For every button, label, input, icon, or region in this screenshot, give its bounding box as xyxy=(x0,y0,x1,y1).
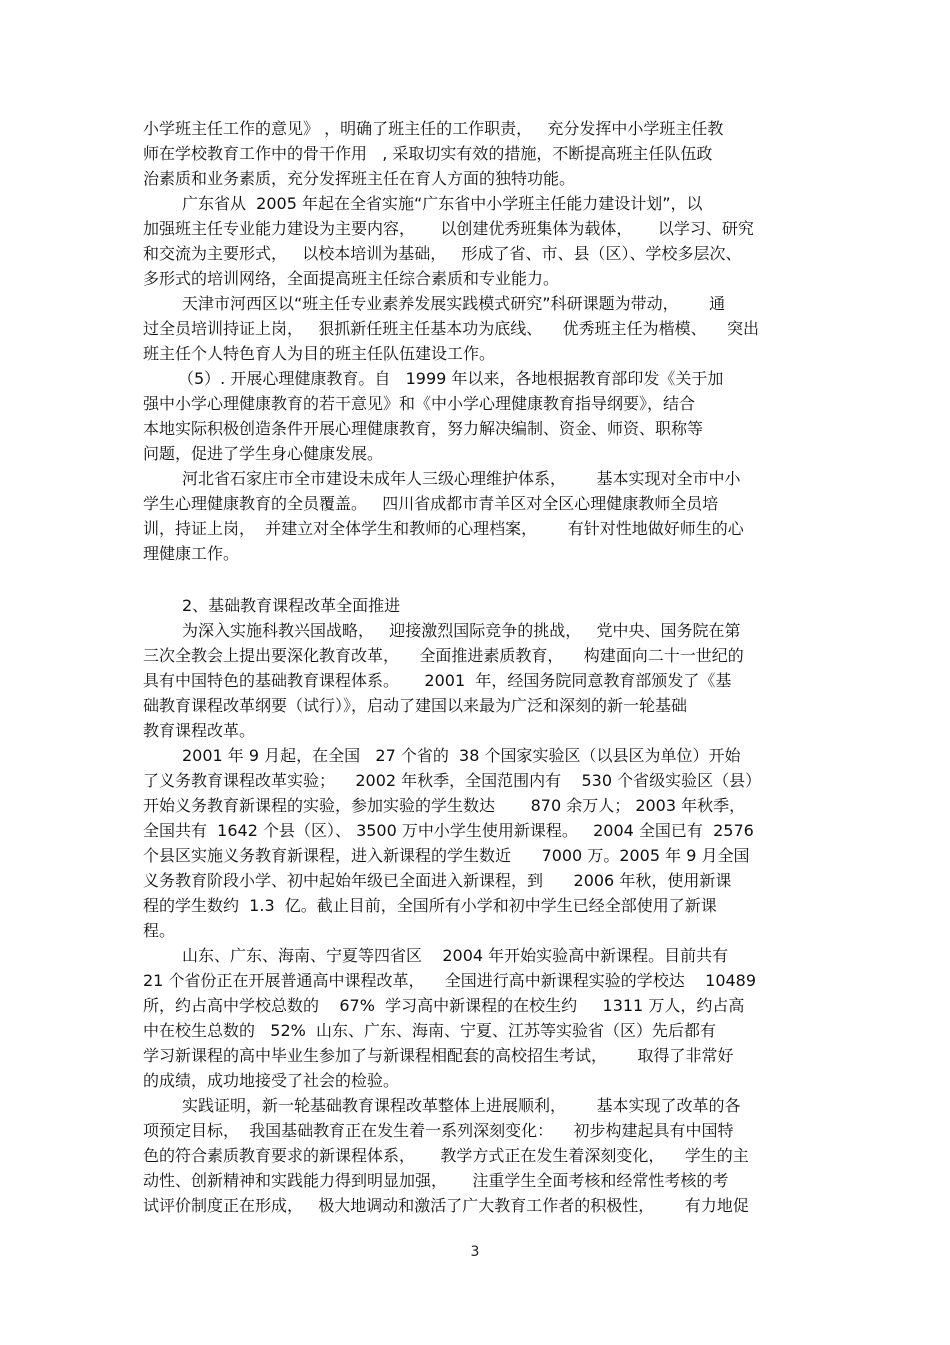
paragraph-line: 三次全教会上提出要深化教育改革， 全面推进素质教育， 构建面向二十一世纪的 xyxy=(143,646,744,665)
paragraph-line: 理健康工作。 xyxy=(143,544,240,563)
paragraph-line: 学生心理健康教育的全员覆盖。 四川省成都市青羊区对全区心理健康教师全员培 xyxy=(143,494,719,513)
paragraph-line: 山东、广东、海南、宁夏等四省区 2004 年开始实验高中新课程。目前共有 xyxy=(182,946,729,965)
paragraph-line: 教育课程改革。 xyxy=(143,721,256,740)
paragraph-line: 中在校生总数的 52% 山东、广东、海南、宁夏、江苏等实验省（区）先后都有 xyxy=(143,1021,716,1040)
paragraph-line: 河北省石家庄市全市建设未成年人三级心理维护体系， 基本实现对全市中小 xyxy=(182,469,741,488)
paragraph-line: 的成绩，成功地接受了社会的检验。 xyxy=(143,1071,400,1090)
paragraph-line: 础教育课程改革纲要（试行）》，启动了建国以来最为广泛和深刻的新一轮基础 xyxy=(143,696,688,715)
paragraph-line: 学习新课程的高中毕业生参加了与新课程相配套的高校招生考试， 取得了非常好 xyxy=(143,1046,734,1065)
section-heading: 2、基础教育课程改革全面推进 xyxy=(182,596,401,615)
paragraph-line: 多形式的培训网络，全面提高班主任综合素质和专业能力。 xyxy=(143,269,560,288)
paragraph-line: 全国共有 1642 个县（区）、 3500 万中小学生使用新课程。 2004 全国已有 2576 xyxy=(143,821,754,840)
paragraph-line: 广东省从 2005 年起在全省实施“广东省中小学班主任能力建设计划”，以 xyxy=(182,194,703,213)
paragraph-line: 程的学生数约 1.3 亿。截止目前，全国所有小学和初中学生已经全部使用了新课 xyxy=(143,896,717,915)
paragraph-line: 天津市河西区以“班主任专业素养发展实践模式研究”科研课题为带动， 通 xyxy=(182,294,726,313)
paragraph-line: 本地实际积极创造条件开展心理健康教育，努力解决编制、资金、师资、职称等 xyxy=(143,419,704,438)
paragraph-line: 程。 xyxy=(143,921,176,940)
paragraph-line: 2001 年 9 月起，在全国 27 个省的 38 个国家实验区（以县区为单位）开始 xyxy=(182,746,741,765)
page-number: 3 xyxy=(470,1244,480,1260)
paragraph-line: 义务教育阶段小学、初中起始年级已全面进入新课程，到 2006 年秋，使用新课 xyxy=(143,871,732,890)
paragraph-line: 训，持证上岗， 并建立对全体学生和教师的心理档案， 有针对性地做好师生的心 xyxy=(143,519,744,538)
paragraph-line: 强中小学心理健康教育的若干意见》和《中小学心理健康教育指导纲要》，结合 xyxy=(143,394,696,413)
paragraph-line: 试评价制度正在形成， 极大地调动和激活了广大教育工作者的积极性， 有力地促 xyxy=(143,1196,749,1215)
paragraph-line: 问题，促进了学生身心健康发展。 xyxy=(143,444,384,463)
paragraph-line: 小学班主任工作的意见》 ，明确了班主任的工作职责， 充分发挥中小学班主任教 xyxy=(143,119,724,138)
paragraph-line: 个县区实施义务教育新课程，进入新课程的学生数近 7000 万。2005 年 9 月全国 xyxy=(143,846,750,865)
paragraph-line: 治素质和业务素质，充分发挥班主任在育人方面的独特功能。 xyxy=(143,169,576,188)
paragraph-line: 所，约占高中学校总数的 67% 学习高中新课程的在校生约 1311 万人，约占高 xyxy=(143,996,745,1015)
paragraph-line: 色的符合素质教育要求的新课程体系， 教学方式正在发生着深刻变化， 学生的主 xyxy=(143,1146,749,1165)
paragraph-line: 和交流为主要形式， 以校本培训为基础， 形成了省、市、县（区）、学校多层次、 xyxy=(143,244,742,263)
paragraph-line: 项预定目标， 我国基础教育正在发生着一系列深刻变化： 初步构建起具有中国特 xyxy=(143,1121,734,1140)
paragraph-line: 实践证明，新一轮基础教育课程改革整体上进展顺利， 基本实现了改革的各 xyxy=(182,1096,741,1115)
paragraph-line: 21 个省份正在开展普通高中课程改革， 全国进行高中新课程实验的学校达 10489 xyxy=(143,971,757,990)
paragraph-line: 开始义务教育新课程的实验，参加实验的学生数达 870 余万人； 2003 年秋季， xyxy=(143,796,746,815)
paragraph-line: （5）. 开展心理健康教育。自 1999 年以来，各地根据教育部印发《关于加 xyxy=(178,369,724,388)
paragraph-line: 加强班主任专业能力建设为主要内容， 以创建优秀班集体为载体， 以学习、研究 xyxy=(143,219,754,238)
paragraph-line: 为深入实施科教兴国战略， 迎接激烈国际竞争的挑战， 党中央、国务院在第 xyxy=(182,621,741,640)
paragraph-line: 师在学校教育工作中的骨干作用 , 采取切实有效的措施，不断提高班主任队伍政 xyxy=(143,144,713,163)
paragraph-line: 过全员培训持证上岗， 狠抓新任班主任基本功为底线、 优秀班主任为楷模、 突出 xyxy=(143,319,759,338)
paragraph-line: 了义务教育课程改革实验； 2002 年秋季，全国范围内有 530 个省级实验区（县） xyxy=(143,771,762,790)
paragraph-line: 具有中国特色的基础教育课程体系。 2001 年，经国务院同意教育部颁发了《基 xyxy=(143,671,732,690)
paragraph-line: 班主任个人特色育人为目的班主任队伍建设工作。 xyxy=(143,344,496,363)
paragraph-line: 动性、创新精神和实践能力得到明显加强， 注重学生全面考核和经常性考核的考 xyxy=(143,1171,729,1190)
